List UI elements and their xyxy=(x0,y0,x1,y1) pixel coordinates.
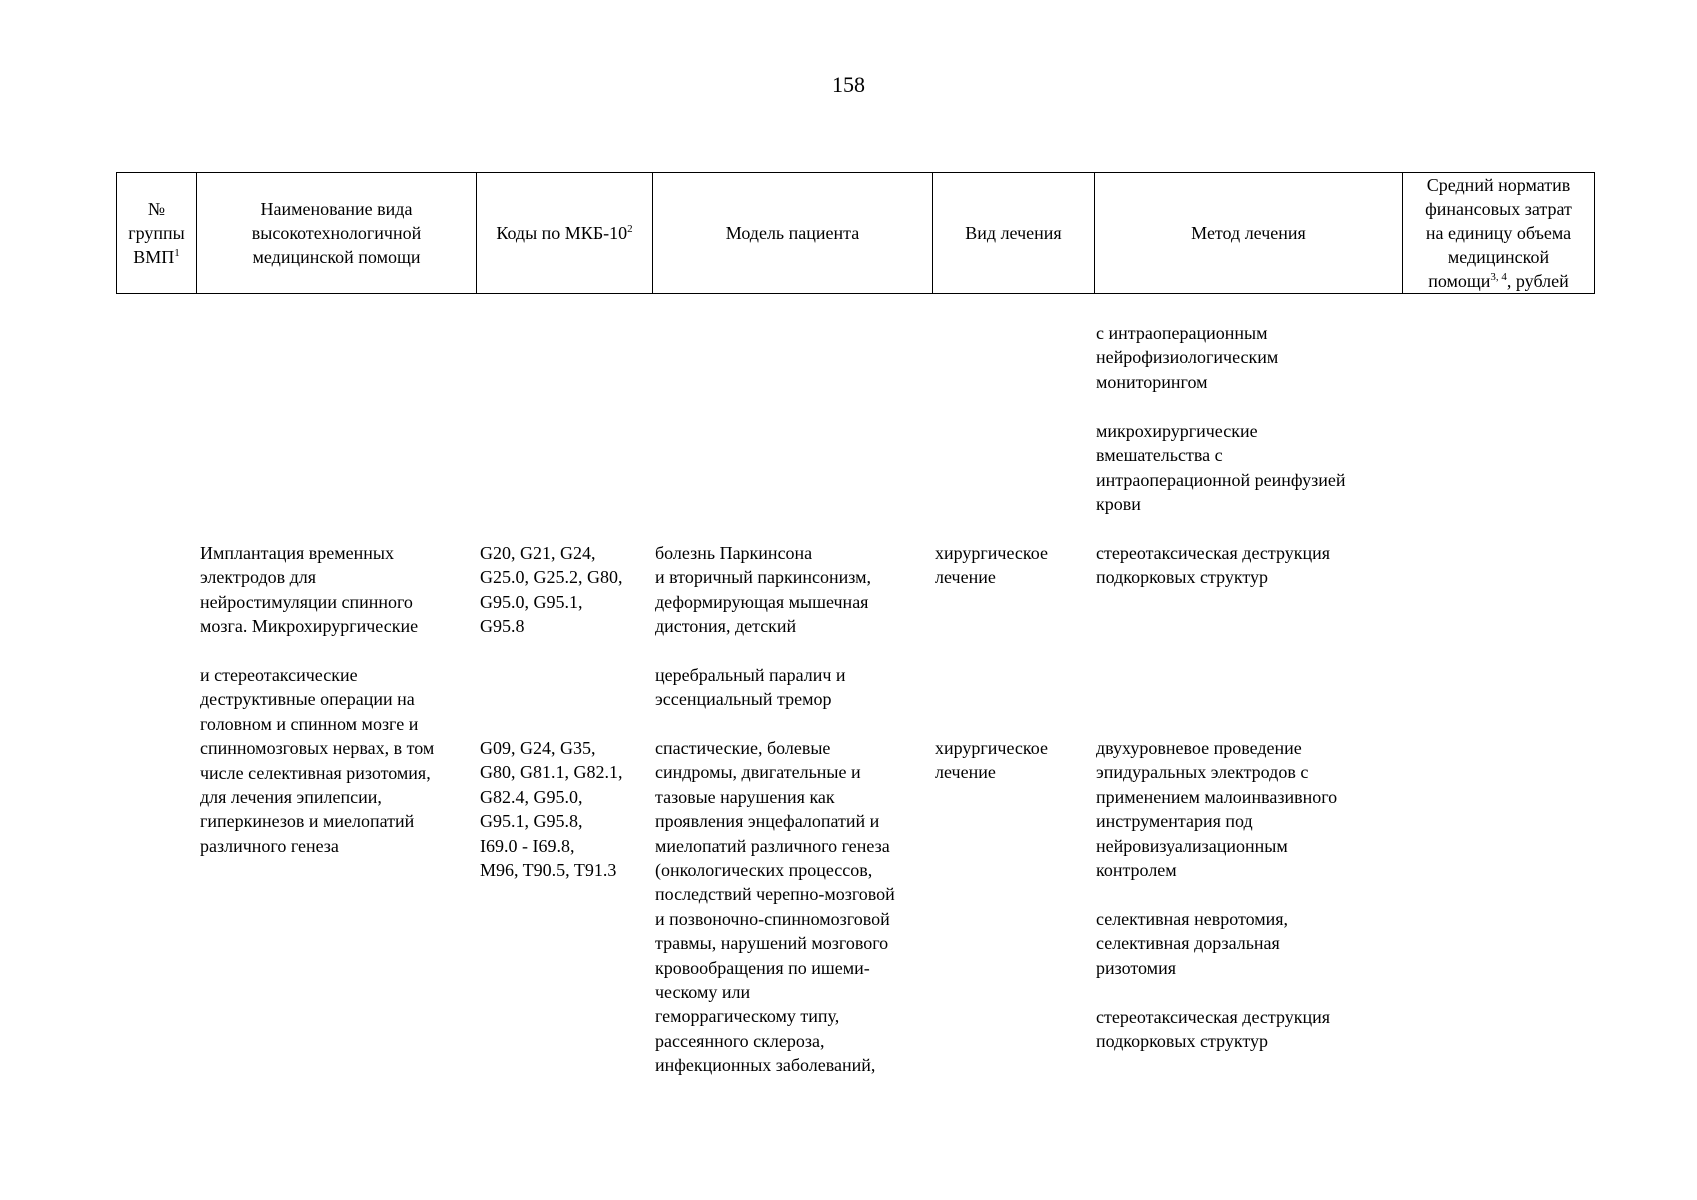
table-header xyxy=(116,172,1595,294)
row1-patient-model-1: болезнь Паркинсона и вторичный паркинсонизм, деформирующая мышечная дистония, детский xyxy=(655,543,871,637)
row1-treatment-type: хирургическое лечение xyxy=(935,543,1048,588)
header-group-number: № группы ВМП$^1$ xyxy=(117,173,197,294)
row1-icd-codes: G20, G21, G24, G25.0, G25.2, G80, G95.0, G95.1, G95.8 xyxy=(480,543,623,637)
vmp-name-part-2: и стереотаксические деструктивные операции на головном и спинном мозге и спинномозговых нервах, в том числе селективная ризотомия, для лечения эпилепсии, гиперкинезов и миелопатий различного генеза xyxy=(200,665,435,856)
header-treatment-method: Метод лечения xyxy=(1095,173,1403,294)
row2-treatment-method-3: стереотаксическая деструкция подкорковых структур xyxy=(1096,1007,1331,1052)
header-patient-model: Модель пациента xyxy=(653,173,933,294)
header-cost-standard: Средний норматив финансовых затрат на единицу объема медицинской помощи$^{3, 4}$, рублей xyxy=(1403,173,1595,294)
row1-treatment-method: стереотаксическая деструкция подкорковых структур xyxy=(1096,543,1331,588)
page-number: 158 xyxy=(832,72,865,97)
method-continued-1: с интраоперационным нейрофизиологическим мониторингом xyxy=(1096,323,1279,392)
row2-treatment-method-2: селективная невротомия, селективная дорзальная ризотомия xyxy=(1096,909,1289,978)
row2-patient-model: спастические, болевые синдромы, двигательные и тазовые нарушения как проявления энцефалопатий и миелопатий различного генеза (онкологических процессов, последствий черепно-мозговой и позвоночно-спинномозговой травмы, нарушений мозгового кровообращения по ишеми- ческому или геморрагическому типу, рассеянного склероза, инфекционных заболеваний, xyxy=(655,738,895,1076)
header-icd-codes: Коды по МКБ-$10^2$ xyxy=(477,173,653,294)
header-care-type-name: Наименование вида высокотехнологичной медицинской помощи xyxy=(197,173,477,294)
method-continued-2: микрохирургические вмешательства с интраоперационной реинфузией крови xyxy=(1096,421,1346,515)
row1-patient-model-2: церебральный паралич и эссенциальный тремор xyxy=(655,665,846,710)
row2-icd-codes: G09, G24, G35, G80, G81.1, G82.1, G82.4, G95.0, G95.1, G95.8, I69.0 - I69.8, M96, T90.5, T91.3 xyxy=(480,738,623,881)
row2-treatment-type: хирургическое лечение xyxy=(935,738,1048,783)
header-treatment-type: Вид лечения xyxy=(933,173,1095,294)
row2-treatment-method-1: двухуровневое проведение эпидуральных электродов с применением малоинвазивного инструментария под нейровизуализационным контролем xyxy=(1096,738,1338,881)
vmp-name-part-1: Имплантация временных электродов для нейростимуляции спинного мозга. Микрохирургические xyxy=(200,543,419,637)
